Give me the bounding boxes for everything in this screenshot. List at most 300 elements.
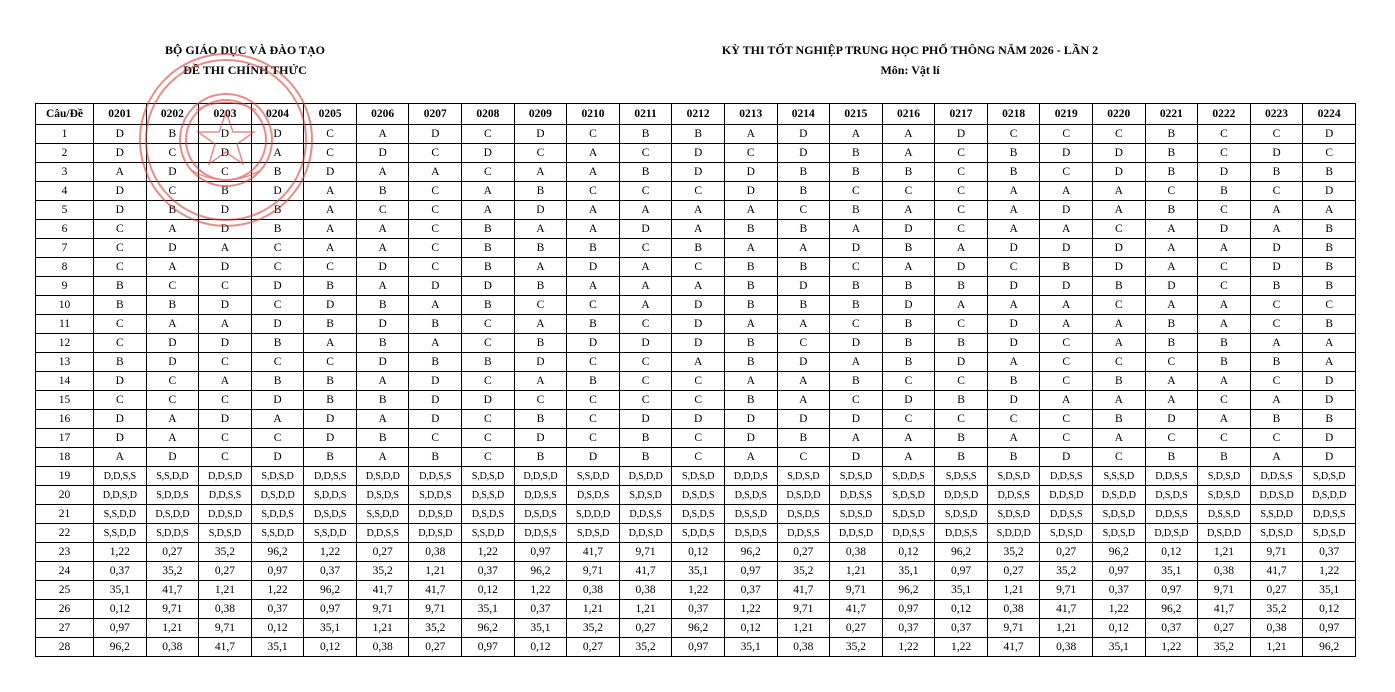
answer-cell: A — [882, 448, 935, 467]
answer-cell: 0,97 — [724, 562, 777, 581]
answer-cell: D — [619, 410, 672, 429]
answer-cell: S,D,D,S — [146, 524, 199, 543]
answer-cell: A — [672, 277, 725, 296]
answer-cell: C — [1145, 182, 1198, 201]
answer-cell: B — [1303, 239, 1356, 258]
answer-cell: C — [1040, 372, 1093, 391]
answer-cell: D,S,S,D — [1198, 505, 1251, 524]
answer-cell: B — [356, 182, 409, 201]
answer-cell: A — [356, 163, 409, 182]
table-row — [36, 410, 1356, 429]
answer-cell: 0,97 — [304, 600, 357, 619]
answer-cell: D,S,D,S — [672, 505, 725, 524]
answer-cell: 0,37 — [672, 600, 725, 619]
answer-cell: A — [356, 220, 409, 239]
question-number: 1 — [36, 125, 94, 144]
answer-cell: C — [882, 372, 935, 391]
answer-cell: S,D,S,D — [567, 524, 620, 543]
answer-cell: B — [514, 239, 567, 258]
answer-cell: B — [304, 277, 357, 296]
answer-cell: D,D,S,S — [619, 505, 672, 524]
table-row — [36, 296, 1356, 315]
answer-cell: C — [935, 201, 988, 220]
answer-cell: C — [1092, 353, 1145, 372]
answer-cell: D,S,D,D — [1092, 486, 1145, 505]
answer-cell: 9,71 — [409, 600, 462, 619]
table-row — [36, 182, 1356, 201]
answer-cell: C — [462, 315, 515, 334]
answer-cell: D,S,D,D — [777, 486, 830, 505]
answer-cell: D — [304, 410, 357, 429]
exam-code-header: 0202 — [146, 104, 199, 125]
table-row — [36, 486, 1356, 505]
answer-cell: C — [1092, 125, 1145, 144]
answer-cell: C — [1198, 144, 1251, 163]
answer-cell: B — [987, 448, 1040, 467]
answer-cell: D — [672, 144, 725, 163]
answer-cell: B — [146, 296, 199, 315]
answer-cell: 0,27 — [830, 619, 883, 638]
answer-cell: D — [199, 125, 252, 144]
answer-cell: D — [199, 334, 252, 353]
exam-code-header: 0220 — [1092, 104, 1145, 125]
answer-cell: A — [724, 372, 777, 391]
answer-cell: A — [514, 220, 567, 239]
answer-cell: D,S,D,D — [619, 467, 672, 486]
answer-cell: 1,22 — [724, 600, 777, 619]
answer-cell: A — [1092, 334, 1145, 353]
exam-code-header: 0214 — [777, 104, 830, 125]
answer-cell: 35,1 — [514, 619, 567, 638]
answer-cell: B — [935, 334, 988, 353]
answer-cell: 1,22 — [935, 638, 988, 657]
answer-cell: B — [1145, 201, 1198, 220]
answer-cell: D — [146, 334, 199, 353]
answer-cell: A — [1250, 220, 1303, 239]
header-right — [640, 40, 1180, 80]
answer-cell: B — [356, 429, 409, 448]
answer-cell: D — [672, 410, 725, 429]
answer-cell: B — [935, 277, 988, 296]
table-row — [36, 619, 1356, 638]
answer-cell: B — [304, 372, 357, 391]
answer-cell: S,S,D,D — [94, 505, 147, 524]
answer-cell: C — [1145, 429, 1198, 448]
answer-cell: C — [409, 201, 462, 220]
answer-cell: C — [409, 182, 462, 201]
answer-cell: 35,1 — [304, 619, 357, 638]
table-row — [36, 353, 1356, 372]
answer-cell: D — [724, 410, 777, 429]
answer-cell: B — [619, 448, 672, 467]
answer-cell: 0,97 — [94, 619, 147, 638]
answer-cell: D — [199, 296, 252, 315]
answer-cell: B — [724, 391, 777, 410]
answer-cell: B — [1250, 353, 1303, 372]
answer-cell: B — [882, 277, 935, 296]
answer-cell: 0,37 — [462, 562, 515, 581]
answer-cell: 0,97 — [1303, 619, 1356, 638]
answer-cell: D,D,S,D — [514, 467, 567, 486]
answer-cell: C — [567, 125, 620, 144]
answer-cell: S,D,S,D — [1250, 524, 1303, 543]
table-row — [36, 448, 1356, 467]
answer-cell: D — [251, 448, 304, 467]
answer-cell: A — [1250, 448, 1303, 467]
answer-cell: D — [987, 239, 1040, 258]
answer-cell: 0,27 — [567, 638, 620, 657]
answer-cell: B — [830, 144, 883, 163]
answer-cell: A — [935, 296, 988, 315]
answer-cell: D,D,S,D — [935, 486, 988, 505]
answer-cell: 41,7 — [356, 581, 409, 600]
answer-cell: B — [409, 353, 462, 372]
answer-cell: A — [567, 220, 620, 239]
answer-cell: 41,7 — [1040, 600, 1093, 619]
answer-cell: 96,2 — [1303, 638, 1356, 657]
answer-cell: C — [567, 353, 620, 372]
answer-cell: 96,2 — [724, 543, 777, 562]
answer-cell: A — [514, 315, 567, 334]
question-number: 8 — [36, 258, 94, 277]
answer-cell: 41,7 — [199, 638, 252, 657]
answer-cell: 1,21 — [987, 581, 1040, 600]
answer-cell: D — [1303, 125, 1356, 144]
answer-cell: B — [462, 353, 515, 372]
answer-cell: S,D,S,D — [672, 467, 725, 486]
answer-cell: C — [1198, 125, 1251, 144]
answer-cell: C — [672, 391, 725, 410]
answer-cell: 0,38 — [356, 638, 409, 657]
question-number: 19 — [36, 467, 94, 486]
answer-cell: C — [94, 334, 147, 353]
table-row — [36, 372, 1356, 391]
answer-cell: 0,27 — [409, 638, 462, 657]
table-row — [36, 391, 1356, 410]
answer-cell: 1,22 — [462, 543, 515, 562]
answer-cell: D — [199, 201, 252, 220]
table-row — [36, 505, 1356, 524]
answer-cell: A — [1198, 239, 1251, 258]
answer-cell: A — [146, 220, 199, 239]
answer-cell: 0,38 — [1198, 562, 1251, 581]
answer-cell: 0,37 — [1303, 543, 1356, 562]
answer-cell: B — [830, 296, 883, 315]
answer-cell: 96,2 — [935, 543, 988, 562]
answer-cell: D — [1040, 277, 1093, 296]
answer-cell: C — [935, 220, 988, 239]
subject-label: Môn: Vật lí — [880, 63, 940, 77]
answer-cell: C — [1145, 353, 1198, 372]
table-row — [36, 125, 1356, 144]
answer-cell: D — [987, 315, 1040, 334]
answer-cell: C — [304, 125, 357, 144]
answer-cell: D — [672, 315, 725, 334]
answer-cell: 96,2 — [462, 619, 515, 638]
answer-cell: D,D,D,S — [724, 467, 777, 486]
answer-cell: D,S,D,S — [567, 486, 620, 505]
answer-cell: D,S,D,D — [1198, 524, 1251, 543]
answer-cell: B — [1145, 144, 1198, 163]
answer-cell: C — [777, 334, 830, 353]
answer-cell: D — [146, 239, 199, 258]
answer-cell: S,D,S,S — [935, 467, 988, 486]
answer-cell: C — [830, 315, 883, 334]
answer-cell: B — [514, 410, 567, 429]
answer-cell: A — [409, 334, 462, 353]
answer-cell: S,S,D,D — [146, 467, 199, 486]
answer-cell: C — [987, 258, 1040, 277]
answer-cell: C — [830, 182, 883, 201]
answer-cell: 35,1 — [1092, 638, 1145, 657]
answer-cell: 0,97 — [882, 600, 935, 619]
answer-cell: 1,22 — [1303, 562, 1356, 581]
answer-cell: D — [987, 277, 1040, 296]
exam-code-header: 0204 — [251, 104, 304, 125]
answer-cell: D — [935, 258, 988, 277]
answer-cell: C — [1250, 125, 1303, 144]
answer-cell: S,D,S,D — [935, 505, 988, 524]
answer-cell: D — [1250, 258, 1303, 277]
answer-cell: B — [882, 353, 935, 372]
answer-cell: 0,27 — [1040, 543, 1093, 562]
exam-code-header: 0224 — [1303, 104, 1356, 125]
answer-cell: D — [462, 277, 515, 296]
answer-cell: 35,2 — [777, 562, 830, 581]
answer-cell: S,D,S,D — [251, 467, 304, 486]
answer-cell: 35,1 — [672, 562, 725, 581]
answer-cell: D,S,D,S — [514, 505, 567, 524]
answer-cell: B — [1145, 334, 1198, 353]
table-header-row — [36, 104, 1356, 125]
answer-cell: A — [356, 448, 409, 467]
answer-cell: D — [1303, 448, 1356, 467]
answer-cell: A — [1092, 391, 1145, 410]
answer-cell: B — [356, 296, 409, 315]
answer-key-table — [35, 103, 1356, 657]
answer-cell: D — [1303, 391, 1356, 410]
answer-cell: 35,1 — [724, 638, 777, 657]
answer-cell: 35,1 — [1303, 581, 1356, 600]
answer-cell: A — [356, 410, 409, 429]
answer-cell: C — [672, 372, 725, 391]
answer-cell: A — [1250, 334, 1303, 353]
answer-cell: B — [146, 201, 199, 220]
answer-cell: S,D,S,D — [830, 467, 883, 486]
answer-cell: D — [724, 163, 777, 182]
answer-cell: C — [935, 144, 988, 163]
answer-cell: A — [1040, 391, 1093, 410]
answer-cell: 35,2 — [619, 638, 672, 657]
question-number: 4 — [36, 182, 94, 201]
answer-cell: D,D,S,S — [199, 486, 252, 505]
answer-cell: D — [409, 391, 462, 410]
answer-cell: 0,37 — [1145, 619, 1198, 638]
answer-cell: 1,21 — [1040, 619, 1093, 638]
answer-cell: 41,7 — [830, 600, 883, 619]
answer-cell: B — [882, 163, 935, 182]
answer-cell: C — [199, 448, 252, 467]
answer-cell: C — [1198, 429, 1251, 448]
answer-cell: S,S,D,D — [356, 505, 409, 524]
answer-cell: C — [409, 220, 462, 239]
answer-cell: D,D,S,S — [1040, 505, 1093, 524]
answer-cell: C — [1250, 315, 1303, 334]
answer-cell: 1,21 — [830, 562, 883, 581]
answer-cell: B — [462, 296, 515, 315]
answer-cell: 41,7 — [409, 581, 462, 600]
answer-cell: B — [304, 391, 357, 410]
answer-cell: B — [830, 372, 883, 391]
answer-cell: B — [1198, 334, 1251, 353]
answer-cell: B — [987, 163, 1040, 182]
answer-cell: A — [987, 353, 1040, 372]
answer-cell: C — [619, 372, 672, 391]
answer-cell: B — [619, 163, 672, 182]
answer-cell: A — [462, 182, 515, 201]
answer-cell: 96,2 — [672, 619, 725, 638]
answer-cell: C — [567, 391, 620, 410]
answer-cell: 35,1 — [935, 581, 988, 600]
answer-cell: C — [304, 258, 357, 277]
answer-cell: D,D,S,S — [935, 524, 988, 543]
answer-cell: C — [1198, 258, 1251, 277]
answer-cell: S,S,D,D — [567, 467, 620, 486]
question-number: 28 — [36, 638, 94, 657]
answer-cell: S,S,D,D — [251, 524, 304, 543]
table-row — [36, 467, 1356, 486]
answer-cell: 0,97 — [672, 638, 725, 657]
answer-cell: 1,22 — [1145, 638, 1198, 657]
answer-cell: A — [619, 296, 672, 315]
answer-cell: A — [304, 334, 357, 353]
answer-cell: 1,22 — [672, 581, 725, 600]
answer-cell: A — [199, 372, 252, 391]
answer-cell: 0,12 — [94, 600, 147, 619]
answer-cell: 0,38 — [1040, 638, 1093, 657]
answer-cell: 35,2 — [146, 562, 199, 581]
answer-cell: A — [777, 391, 830, 410]
answer-cell: D,D,S,D — [1145, 524, 1198, 543]
answer-cell: S,D,S,D — [830, 505, 883, 524]
answer-cell: D — [251, 182, 304, 201]
answer-cell: A — [146, 410, 199, 429]
answer-cell: C — [462, 429, 515, 448]
answer-cell: B — [146, 125, 199, 144]
answer-cell: D — [882, 296, 935, 315]
answer-cell: C — [146, 372, 199, 391]
answer-cell: A — [1092, 201, 1145, 220]
answer-cell: D,S,D,S — [724, 524, 777, 543]
answer-cell: C — [304, 144, 357, 163]
answer-cell: S,S,D,D — [462, 524, 515, 543]
answer-cell: D — [777, 125, 830, 144]
answer-cell: A — [304, 182, 357, 201]
answer-cell: 1,21 — [619, 600, 672, 619]
answer-cell: B — [777, 182, 830, 201]
answer-cell: D — [882, 391, 935, 410]
answer-cell: B — [1040, 258, 1093, 277]
table-row — [36, 201, 1356, 220]
answer-cell: 0,37 — [514, 600, 567, 619]
answer-cell: C — [199, 163, 252, 182]
corner-header: Câu/Đề — [36, 104, 94, 125]
answer-cell: 0,37 — [304, 562, 357, 581]
answer-cell: 9,71 — [199, 619, 252, 638]
answer-cell: C — [409, 144, 462, 163]
document-type: ĐỀ THI CHÍNH THỨC — [183, 63, 307, 77]
question-number: 25 — [36, 581, 94, 600]
answer-cell: D — [672, 334, 725, 353]
exam-code-header: 0210 — [567, 104, 620, 125]
answer-cell: 0,38 — [777, 638, 830, 657]
question-number: 22 — [36, 524, 94, 543]
answer-cell: C — [777, 201, 830, 220]
answer-cell: B — [94, 277, 147, 296]
answer-cell: A — [1198, 410, 1251, 429]
answer-cell: B — [251, 201, 304, 220]
answer-cell: 1,22 — [514, 581, 567, 600]
answer-cell: B — [94, 353, 147, 372]
answer-cell: D,S,D,S — [777, 505, 830, 524]
table-row — [36, 220, 1356, 239]
answer-cell: 35,2 — [1040, 562, 1093, 581]
answer-cell: A — [830, 429, 883, 448]
answer-cell: A — [514, 163, 567, 182]
answer-cell: B — [935, 391, 988, 410]
answer-cell: A — [94, 163, 147, 182]
answer-cell: D — [777, 277, 830, 296]
answer-cell: B — [94, 296, 147, 315]
answer-cell: D — [94, 429, 147, 448]
answer-cell: A — [987, 201, 1040, 220]
answer-cell: 35,2 — [830, 638, 883, 657]
exam-code-header: 0215 — [830, 104, 883, 125]
answer-cell: S,D,D,D — [987, 524, 1040, 543]
answer-cell: B — [1198, 182, 1251, 201]
answer-cell: S,D,D,S — [882, 467, 935, 486]
answer-cell: C — [567, 296, 620, 315]
answer-cell: D — [1145, 410, 1198, 429]
answer-cell: C — [882, 410, 935, 429]
answer-cell: A — [409, 296, 462, 315]
answer-cell: B — [1198, 353, 1251, 372]
answer-cell: B — [777, 296, 830, 315]
answer-cell: 0,97 — [1145, 581, 1198, 600]
answer-cell: 96,2 — [94, 638, 147, 657]
answer-cell: B — [567, 372, 620, 391]
answer-cell: 9,71 — [777, 600, 830, 619]
answer-cell: B — [882, 334, 935, 353]
answer-cell: D — [94, 372, 147, 391]
answer-cell: D — [1040, 448, 1093, 467]
answer-cell: A — [146, 429, 199, 448]
answer-cell: D — [1092, 258, 1145, 277]
answer-cell: D — [409, 125, 462, 144]
answer-cell: D — [514, 429, 567, 448]
answer-cell: 1,21 — [1250, 638, 1303, 657]
answer-cell: A — [146, 258, 199, 277]
answer-cell: 0,37 — [882, 619, 935, 638]
answer-cell: D,D,S,S — [1145, 505, 1198, 524]
exam-title: KỲ THI TỐT NGHIỆP TRUNG HỌC PHỔ THÔNG NĂM 2026 - LẦN 2 — [721, 43, 1099, 57]
answer-cell: B — [251, 220, 304, 239]
answer-cell: D — [199, 144, 252, 163]
answer-cell: 35,1 — [462, 600, 515, 619]
answer-cell: D,S,D,S — [672, 486, 725, 505]
answer-cell: D — [724, 429, 777, 448]
answer-cell: D — [1040, 201, 1093, 220]
